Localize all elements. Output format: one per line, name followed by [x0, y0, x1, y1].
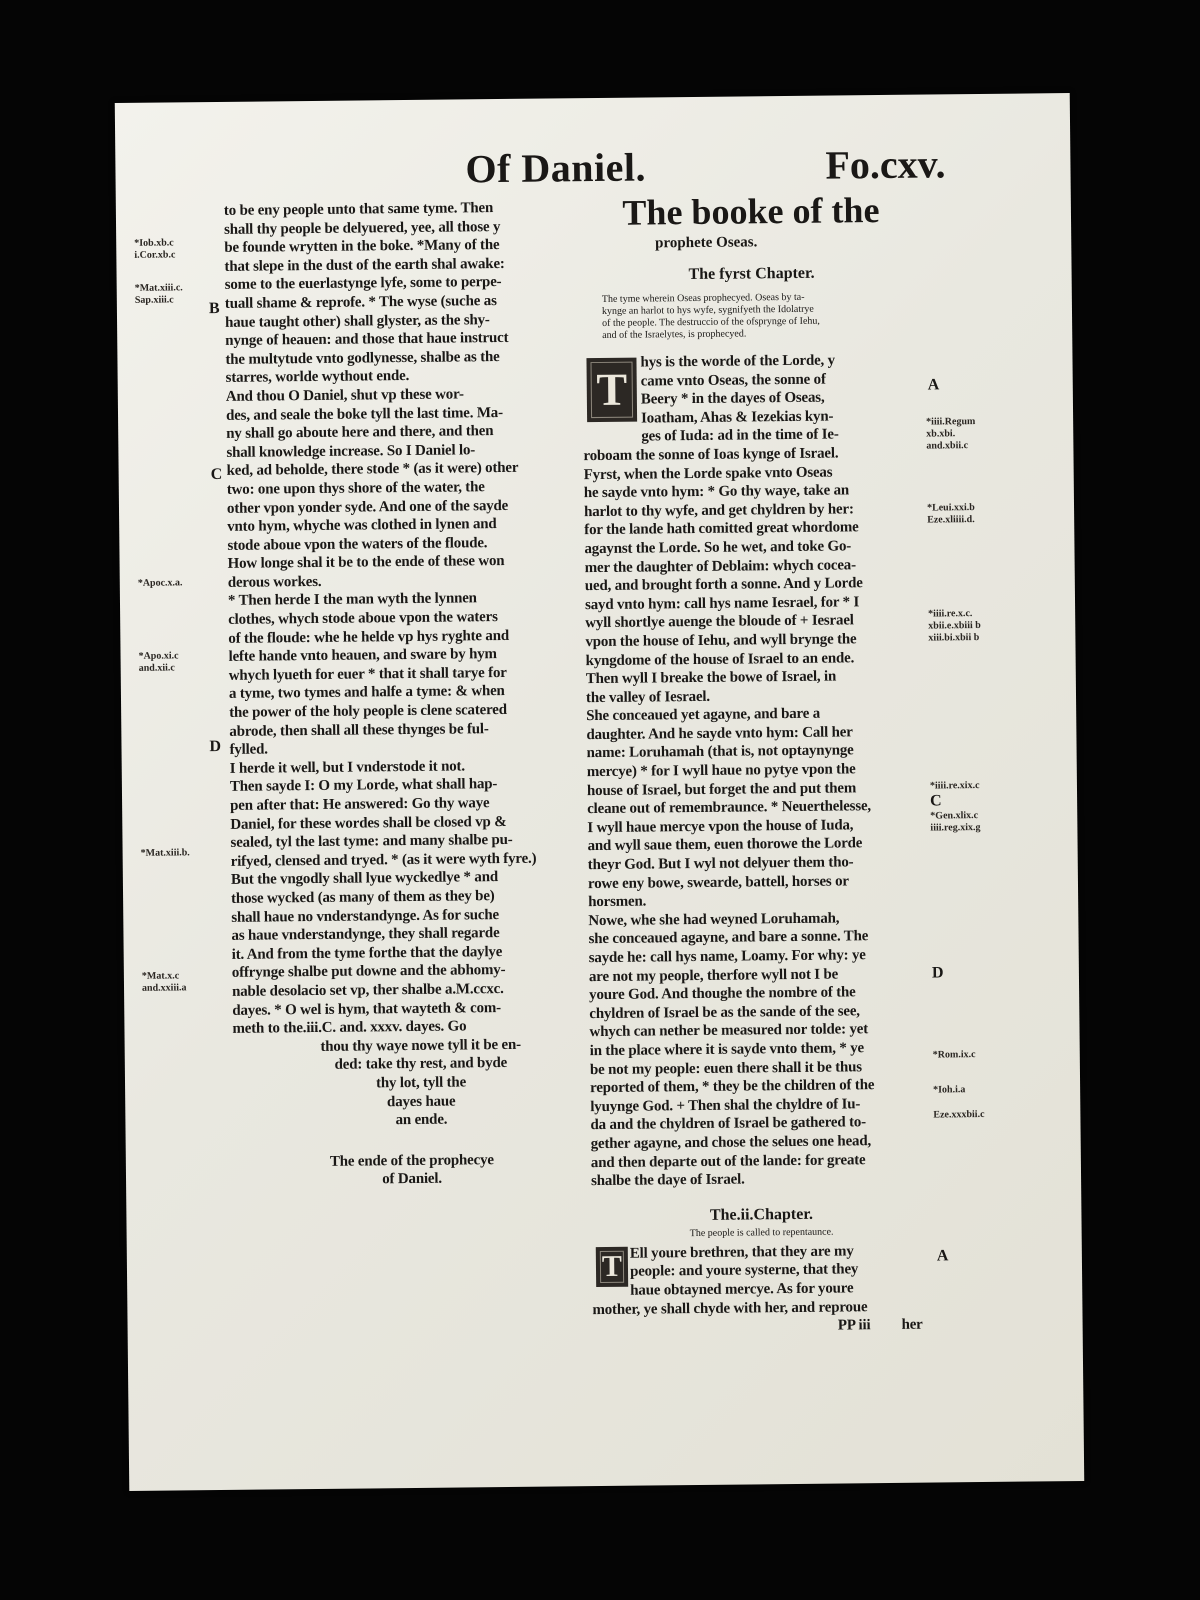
text-line: chyldren of Israel be as the sande of the see,: [589, 1003, 860, 1022]
section-letter: D: [931, 964, 944, 982]
text-line: whych lyueth for euer * that it shall tarye for: [228, 664, 507, 684]
margin-note: *Rom.ix.c: [932, 1049, 976, 1061]
margin-note: *Mat.xiii.c.: [134, 282, 183, 294]
drop-cap-letter: T: [601, 1249, 623, 1283]
text-line: dayes. * O wel is hym, that wayteth & com-: [232, 999, 501, 1019]
text-line: other vpon yonder syde. And one of the sayde: [226, 497, 509, 517]
text-line: Ell youre brethren, that they are my: [629, 1243, 854, 1262]
text-line: Beery * in the dayes of Oseas,: [640, 389, 825, 408]
margin-note: Eze.xliiii.d.: [927, 514, 975, 526]
text-line: shalbe the daye of Israel.: [590, 1171, 745, 1190]
text-line: harlot to thy wyfe, and get chyldren by her:: [583, 501, 854, 520]
drop-cap-letter: T: [596, 363, 628, 416]
text-line: an ende.: [395, 1111, 448, 1129]
drop-cap-border: [590, 362, 633, 418]
text-line: nable desolacio set vp, ther shalbe a.M.ccxc.: [231, 980, 504, 1000]
text-line: derous workes.: [227, 573, 322, 591]
text-line: the multytude vnto godlynesse, shalbe as the: [225, 348, 500, 368]
text-line: wyll shortlye auenge the bloude of + Iesrael: [585, 612, 854, 632]
text-line: lefte hande vnto heauen, and sware by hym: [228, 646, 497, 666]
text-line: the valley of Iesrael.: [585, 688, 710, 706]
section-letter: C: [210, 465, 223, 484]
text-line: She conceaued yet agayne, and bare a: [586, 705, 821, 725]
margin-note: *Mat.x.c: [141, 970, 180, 982]
text-line: some to the euerlastynge lyfe, some to perpe-: [224, 274, 502, 294]
summary-line: of the people. The destruccio of the ofsprynge of Iehu,: [602, 315, 820, 329]
margin-note: and.xxiii.a: [141, 982, 187, 994]
margin-note: iiii.reg.xix.g: [930, 822, 981, 834]
folio-number: Fo.cxv.: [825, 141, 946, 188]
text-line: she conceaued agayne, and bare a sonne. The: [588, 928, 869, 948]
end-note: [234, 1150, 570, 1191]
section-letter: D: [209, 737, 222, 756]
summary-line: kynge an harlot to hys wyfe, sygnifyeth the Idolatrye: [601, 303, 814, 317]
text-line: vpon the house of Iehu, and wyll brynge the: [585, 631, 857, 651]
margin-note: *Ioh.i.a: [933, 1084, 966, 1096]
margin-note: i.Cor.xb.c: [134, 249, 176, 261]
text-line: that slepe in the dust of the earth shal awake:: [224, 255, 505, 275]
text-line: How longe shal it be to the ende of these won: [227, 553, 505, 573]
text-line: ued, and brought forth a sonne. And y Lorde: [584, 575, 863, 595]
text-line: shall knowledge increase. So I Daniel lo-: [226, 442, 476, 461]
margin-note: *iiii.Regum: [926, 416, 976, 428]
summary-line: and of the Israelytes, is prophecyed.: [602, 328, 747, 341]
margin-note: xbii.e.xbiii b: [928, 619, 981, 632]
text-line: * Then herde I the man wyth the lynnen: [227, 590, 477, 610]
opening-lines: [592, 1241, 933, 1300]
text-line: Then sayde I: O my Lorde, what shall hap-: [229, 776, 498, 796]
text-line: shall thy people be delyuered, yee, all those y: [224, 218, 501, 238]
text-line: But the vngodly shall lyue wyckedlye * and: [230, 869, 499, 889]
text-line: pen after that: He answered: Go thy waye: [230, 795, 490, 814]
margin-note: *iiii.re.xix.c: [929, 780, 980, 792]
text-line: shall haue no vnderstandynge. As for suche: [231, 906, 500, 926]
text-line: be not my people: euen there shall it be thus: [589, 1058, 862, 1078]
chapter-summary: [582, 291, 922, 343]
text-line: theyr God. But I wyl not delyuer them tho-: [587, 854, 854, 874]
text-line: fylled.: [229, 741, 268, 759]
text-line: and wyll saue them, euen thorowe the Lorde: [587, 835, 863, 855]
chapter-heading: The.ii.Chapter.: [709, 1205, 814, 1224]
text-line: sayde he: call hys name, Loamy. For why: ye: [588, 947, 866, 967]
text-line: Nowe, whe she had weyned Loruhamah,: [588, 910, 840, 929]
text-line: mercye) * for I wyll haue no pytye vpon the: [586, 761, 856, 781]
text-line: clothes, whych stode aboue vpon the waters: [228, 609, 498, 628]
text-line: reported of them, * they be the children of the: [590, 1077, 875, 1097]
text-line: thou thy waye nowe tyll it be en-: [320, 1036, 521, 1055]
chapter2-opening: [592, 1241, 933, 1300]
page-footer: [593, 1316, 933, 1338]
text-line: as haue vnderstandynge, they shall regarde: [231, 925, 500, 945]
text-line: kyngdome of the house of Israel to an ende.: [585, 649, 855, 669]
text-line: two: one upon thys shore of the water, the: [226, 479, 485, 498]
tail-block: [233, 1035, 570, 1131]
chapter1-opening: [582, 351, 923, 448]
text-line: be founde wrytten in the boke. *Many of the: [224, 237, 500, 257]
margin-note: *Apoc.x.a.: [137, 577, 183, 589]
text-line: Fyrst, when the Lorde spake vnto Oseas: [583, 464, 833, 483]
text-line: rifyed, clensed and tryed. * (as it were wyth fyre.): [230, 850, 537, 870]
text-line: I herde it well, but I vnderstode it not.: [229, 758, 465, 777]
text-line: thy lot, tyll the: [375, 1074, 467, 1092]
text-line: hys is the worde of the Lorde, y: [640, 352, 836, 371]
running-title: Of Daniel.: [465, 144, 647, 192]
text-line: it. And from the tyme forthe that the daylye: [231, 943, 503, 963]
margin-note: xiii.bi.xbii b: [928, 632, 980, 644]
text-line: offrynge shalbe put downe and the abhomy-: [231, 962, 506, 982]
text-line: those wycked (as many of them as they be): [231, 888, 495, 907]
chapter-summary: The people is called to repentaunce.: [689, 1226, 834, 1239]
text-line: tuall shame & reprofe. * The wyse (suche as: [224, 293, 497, 312]
text-line: rowe eny bowe, swearde, battell, horses or: [587, 873, 849, 892]
text-line: mother, ye shall chyde with her, and reproue: [592, 1298, 868, 1318]
summary-line: The tyme wherein Oseas prophecyed. Oseas by ta-: [601, 291, 805, 305]
margin-note: *Gen.xlix.c: [930, 810, 979, 822]
text-line: mer the daughter of Deblaim: whych cocea-: [584, 556, 856, 576]
text-line: for the lande hath comitted great whordome: [584, 519, 859, 539]
text-line: sealed, tyl the last tyme: and many shalbe pu-: [230, 832, 513, 852]
drop-cap: [586, 358, 637, 423]
text-line: meth to the.iii.C. and. xxxv. dayes. Go: [232, 1018, 467, 1037]
text-line: daughter. And he sayde vnto hym: Call her: [586, 724, 853, 744]
section-letter: A: [936, 1247, 949, 1265]
text-line: ded: take thy rest, and byde: [334, 1055, 508, 1074]
chapter-heading: The fyrst Chapter.: [688, 264, 815, 284]
margin-note: *Mat.xiii.b.: [140, 847, 190, 859]
margin-note: *Iob.xb.c: [134, 237, 174, 249]
text-line: of the floude: whe he helde vp hys ryghte and: [228, 627, 510, 647]
text-line: came vnto Oseas, the sonne of: [640, 371, 826, 390]
margin-note: and.xii.c: [138, 662, 175, 674]
end-note-line: of Daniel.: [382, 1170, 442, 1188]
text-line: cleane out of remembraunce. * Neuerthelesse,: [587, 798, 872, 818]
text-line: abrode, then shall all these thynges be ful-: [229, 720, 489, 740]
right-column: [581, 185, 933, 1338]
text-line: youre God. And thoughe the nombre of the: [589, 984, 856, 1004]
book-subtitle: prophete Oseas.: [655, 234, 758, 252]
text-line: Daniel, for these wordes shall be closed vp &: [230, 813, 507, 833]
text-line: to be eny people unto that same tyme. Then: [223, 200, 494, 219]
text-line: Ioatham, Ahas & Iezekias kyn-: [641, 408, 834, 427]
left-body-text: [224, 198, 569, 1038]
text-line: name: Loruhamah (that is, not optaynynge: [586, 742, 854, 762]
right-body-text: [583, 444, 931, 1191]
text-line: and then departe out of the lande: for greate: [590, 1151, 866, 1171]
text-line: starres, worlde wythout ende.: [225, 368, 410, 387]
text-line: gether agayne, and chose the selues one head,: [590, 1133, 872, 1153]
text-line: And thou O Daniel, shut vp these wor-: [225, 386, 464, 405]
margin-note: *Leui.xxi.b: [926, 502, 975, 514]
margin-note: xb.xbi.: [926, 428, 956, 440]
text-line: vnto hym, whyche was clothed in lynen and: [227, 516, 497, 535]
text-line: house of Israel, but forget the and put them: [586, 779, 857, 799]
text-line: roboam the sonne of Ioas kynge of Israel.: [583, 445, 839, 465]
end-note-line: The ende of the prophecye: [329, 1151, 494, 1170]
drop-cap: [596, 1246, 628, 1286]
text-line: whych can nether be measured nor tolde: yet: [589, 1021, 869, 1041]
text-line: horsmen.: [588, 893, 647, 911]
text-line: a tyme, two tymes and halfe a tyme: & when: [228, 683, 505, 703]
text-line: sayd vnto hym: call hys name Iesrael, for * I: [584, 593, 860, 613]
text-line: agaynst the Lorde. So he wet, and toke Go-: [584, 538, 852, 558]
text-line: are not my people, therfore wyll not I be: [588, 966, 839, 985]
text-line: the power of the holy people is clene scatered: [229, 701, 507, 721]
text-line: ked, ad beholde, there stode * (as it were) other: [226, 460, 519, 480]
margin-note: *iiii.re.x.c.: [928, 608, 973, 620]
section-letter: C: [930, 792, 942, 810]
margin-note: and.xbii.c: [926, 440, 969, 452]
text-line: ny shall go aboute here and there, and then: [226, 423, 494, 443]
text-line: des, and seale the boke tyll the last time. Ma-: [225, 404, 503, 424]
text-line: people: and youre systerne, that they: [629, 1261, 859, 1281]
text-line: dayes haue: [386, 1093, 456, 1110]
book-title: The booke of the: [622, 190, 880, 233]
section-letter: A: [927, 376, 940, 394]
text-line: da and the chyldren of Israel be gathered to-: [590, 1114, 867, 1134]
text-line: nynge of heauen: and those that haue instruct: [225, 330, 509, 350]
text-line: stode aboue vpon the waters of the floude.: [227, 534, 488, 554]
text-line: haue obtayned mercye. As for youre: [630, 1280, 854, 1299]
text-line: he sayde vnto hym: * Go thy waye, take an: [583, 482, 850, 502]
text-line: ges of Iuda: ad in the time of Ie-: [641, 426, 839, 445]
text-line: I wyll haue mercye vpon the house of Iuda,: [587, 817, 854, 836]
book-page: [115, 93, 1084, 1491]
text-line: Then wyll I breake the bowe of Israel, in: [585, 668, 837, 688]
margin-note: Sap.xiii.c: [134, 294, 174, 306]
margin-note: Eze.xxxbii.c: [933, 1108, 985, 1121]
margin-note: *Apo.xi.c: [138, 650, 179, 662]
text-line: in the place where it is sayde vnto them, * ye: [589, 1040, 865, 1060]
catchword: her: [901, 1316, 923, 1333]
text-line: lyuynge God. + Then shal the chyldre of Iu-: [590, 1096, 861, 1115]
left-column: [224, 198, 570, 1190]
text-line: haue taught other) shall glyster, as the shy-: [224, 311, 490, 331]
drop-cap-border: [600, 1250, 624, 1282]
signature-mark: PP iii: [837, 1317, 871, 1334]
section-letter: B: [208, 299, 220, 318]
